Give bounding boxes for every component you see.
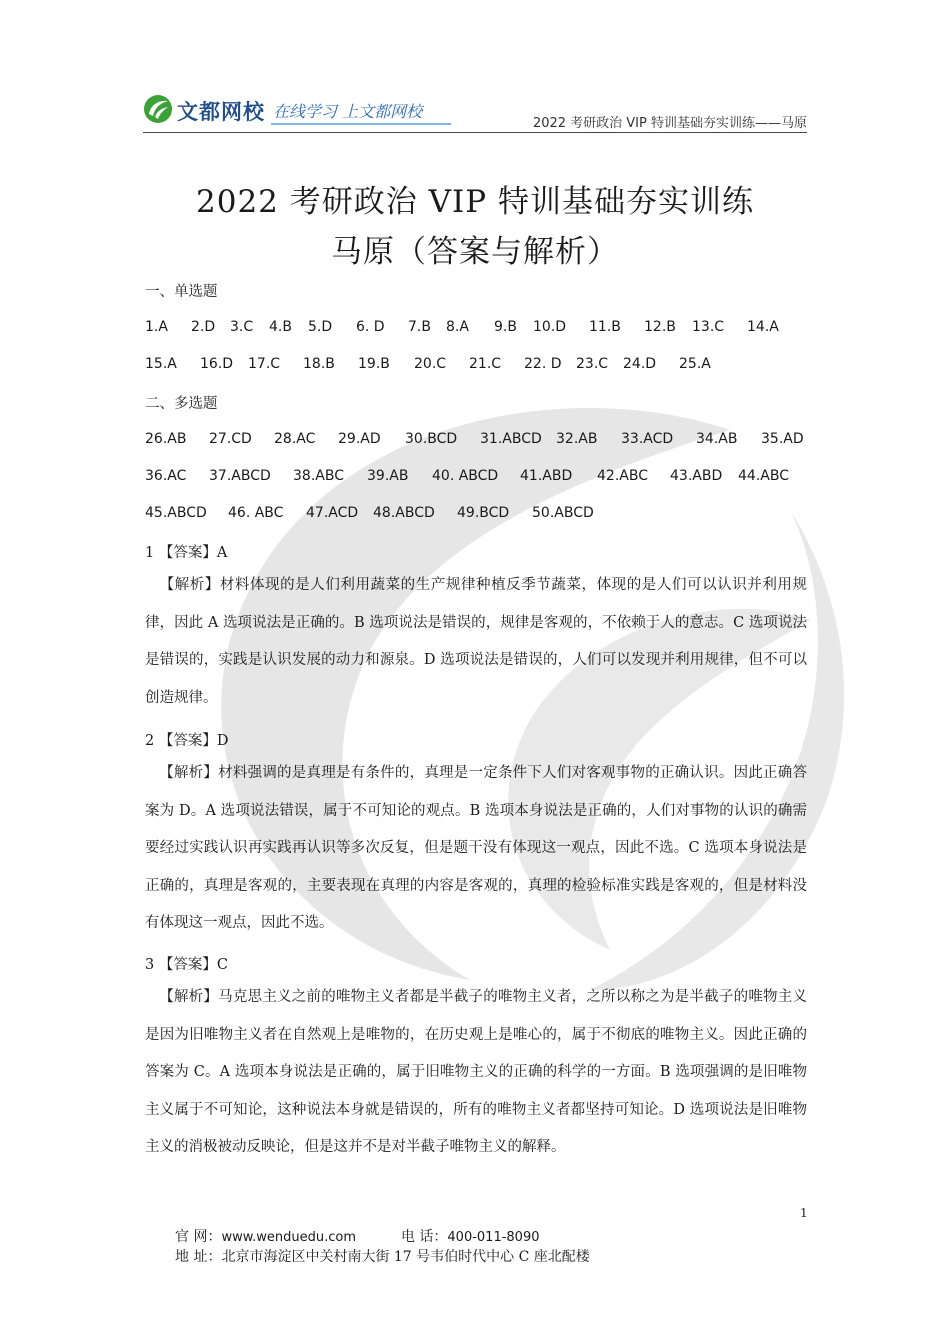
- answer-item: 14.A: [747, 319, 779, 335]
- footer-contact: [175, 1226, 540, 1246]
- footer-site-link[interactable]: www.wenduedu.com: [221, 1230, 357, 1245]
- brand-slogan: 在线学习 上文都网校: [273, 102, 423, 121]
- header-doc-title: 2022 考研政治 VIP 特训基础夯实训练——马原: [532, 116, 807, 131]
- answer-item: 31.ABCD: [480, 431, 542, 447]
- answer-item: 49.BCD: [457, 505, 510, 521]
- answer-item: 4.B: [269, 319, 292, 335]
- page-title: 2022 考研政治 VIP 特训基础夯实训练: [196, 184, 754, 220]
- footer-phone-label: 电 话：: [400, 1229, 448, 1245]
- answer-item: 42.ABC: [597, 468, 648, 484]
- answer-item: 1.A: [145, 319, 168, 335]
- answer-item: 36.AC: [145, 468, 187, 484]
- page-header: [143, 92, 807, 132]
- answer-item: 10.D: [533, 319, 567, 335]
- page-subtitle: 马原（答案与解析）: [331, 234, 619, 270]
- answer-item: 50.ABCD: [532, 505, 594, 521]
- answer-item: 45.ABCD: [145, 505, 207, 521]
- section-heading-single: 一、单选题: [145, 284, 218, 300]
- question-2-analysis: [145, 755, 807, 943]
- answer-item: 35.AD: [761, 431, 804, 447]
- answer-item: 21.C: [469, 356, 502, 372]
- answer-item: 28.AC: [274, 431, 316, 447]
- header-rule: [143, 132, 807, 133]
- answer-item: 43.ABD: [670, 468, 723, 484]
- analysis-text: 【解析】材料体现的是人们利用蔬菜的生产规律种植反季节蔬菜，体现的是人们可以认识并利用规律，因此 A 选项说法是正确的。B 选项说法是错误的，规律是客观的，不依赖于人的意志。C 选项说法是错误的，实践是认识发展的动力和源泉。D 选项说法是错误的，人们可以发现并利用规律，但不可以创造规律。: [145, 577, 807, 706]
- section-heading-multi: 二、多选题: [145, 396, 218, 412]
- question-3-analysis: [145, 979, 807, 1167]
- footer-address-label: 地 址：: [175, 1249, 222, 1265]
- answer-item: 34.AB: [696, 431, 738, 447]
- answer-item: 6. D: [356, 319, 385, 335]
- answer-item: 19.B: [358, 356, 390, 372]
- answer-item: 18.B: [303, 356, 335, 372]
- analysis-text: 【解析】材料强调的是真理是有条件的，真理是一定条件下人们对客观事物的正确认识。因此正确答案为 D。A 选项说法错误，属于不可知论的观点。B 选项本身说法是正确的，人们对事物的认识的确需要经过实践认识再实践再认识等多次反复，但是题干没有体现这一观点，因此不选。C 选项本身说法是正确的，真理是客观的，主要表现在真理的内容是客观的，真理的检验标准实践是客观的，但是材料没有体现这一观点，因此不选。: [145, 765, 807, 931]
- footer-site-label: 官 网：: [175, 1229, 222, 1245]
- answer-item: 20.C: [414, 356, 447, 372]
- answer-item: 48.ABCD: [373, 505, 435, 521]
- answer-item: 37.ABCD: [209, 468, 271, 484]
- answer-item: 22. D: [524, 356, 562, 372]
- footer-address: 北京市海淀区中关村南大街 17 号韦伯时代中心 C 座北配楼: [221, 1249, 590, 1265]
- answer-item: 26.AB: [145, 431, 187, 447]
- answer-item: 2.D: [191, 319, 216, 335]
- answer-item: 12.B: [644, 319, 676, 335]
- answer-item: 9.B: [494, 319, 517, 335]
- answer-item: 32.AB: [556, 431, 598, 447]
- answer-item: 23.C: [576, 356, 609, 372]
- footer-phone: 400-011-8090: [447, 1230, 540, 1245]
- answer-item: 3.C: [230, 319, 254, 335]
- page-number: 1: [800, 1206, 808, 1220]
- answer-item: 13.C: [692, 319, 725, 335]
- answer-item: 40. ABCD: [432, 468, 499, 484]
- question-2-answer: 2 【答案】D: [145, 733, 229, 749]
- answer-item: 30.BCD: [405, 431, 458, 447]
- question-1-answer: 1 【答案】A: [145, 545, 228, 561]
- analysis-text: 【解析】马克思主义之前的唯物主义者都是半截子的唯物主义者，之所以称之为是半截子的唯物主义是因为旧唯物主义者在自然观上是唯物的，在历史观上是唯心的，属于不彻底的唯物主义。因此正确的答案为 C。A 选项本身说法是正确的，属于旧唯物主义的正确的科学的一方面。B 选项强调的是旧唯物主义属于不可知论，这种说法本身就是错误的，所有的唯物主义者都坚持可知论。D 选项说法是旧唯物主义的消极被动反映论，但是这并不是对半截子唯物主义的解释。: [145, 989, 807, 1155]
- answer-item: 15.A: [145, 356, 177, 372]
- answer-item: 38.ABC: [293, 468, 344, 484]
- answer-item: 11.B: [589, 319, 621, 335]
- answer-item: 16.D: [200, 356, 234, 372]
- answer-item: 25.A: [679, 356, 711, 372]
- answer-item: 7.B: [408, 319, 431, 335]
- wendu-leaf-icon: [143, 94, 173, 124]
- answer-item: 24.D: [623, 356, 657, 372]
- answer-item: 47.ACD: [306, 505, 359, 521]
- answer-item: 17.C: [248, 356, 281, 372]
- answer-item: 8.A: [446, 319, 469, 335]
- question-3-answer: 3 【答案】C: [145, 957, 228, 973]
- brand-name: 文都网校: [177, 100, 265, 124]
- answer-item: 5.D: [308, 319, 333, 335]
- answer-item: 46. ABC: [228, 505, 284, 521]
- answer-item: 29.AD: [338, 431, 381, 447]
- answer-item: 27.CD: [209, 431, 252, 447]
- footer-address-line: [175, 1246, 590, 1266]
- answer-item: 39.AB: [367, 468, 409, 484]
- answer-item: 44.ABC: [738, 468, 789, 484]
- slogan-underline: [271, 123, 451, 125]
- answer-item: 41.ABD: [520, 468, 573, 484]
- question-1-analysis: [145, 567, 807, 717]
- answer-item: 33.ACD: [621, 431, 674, 447]
